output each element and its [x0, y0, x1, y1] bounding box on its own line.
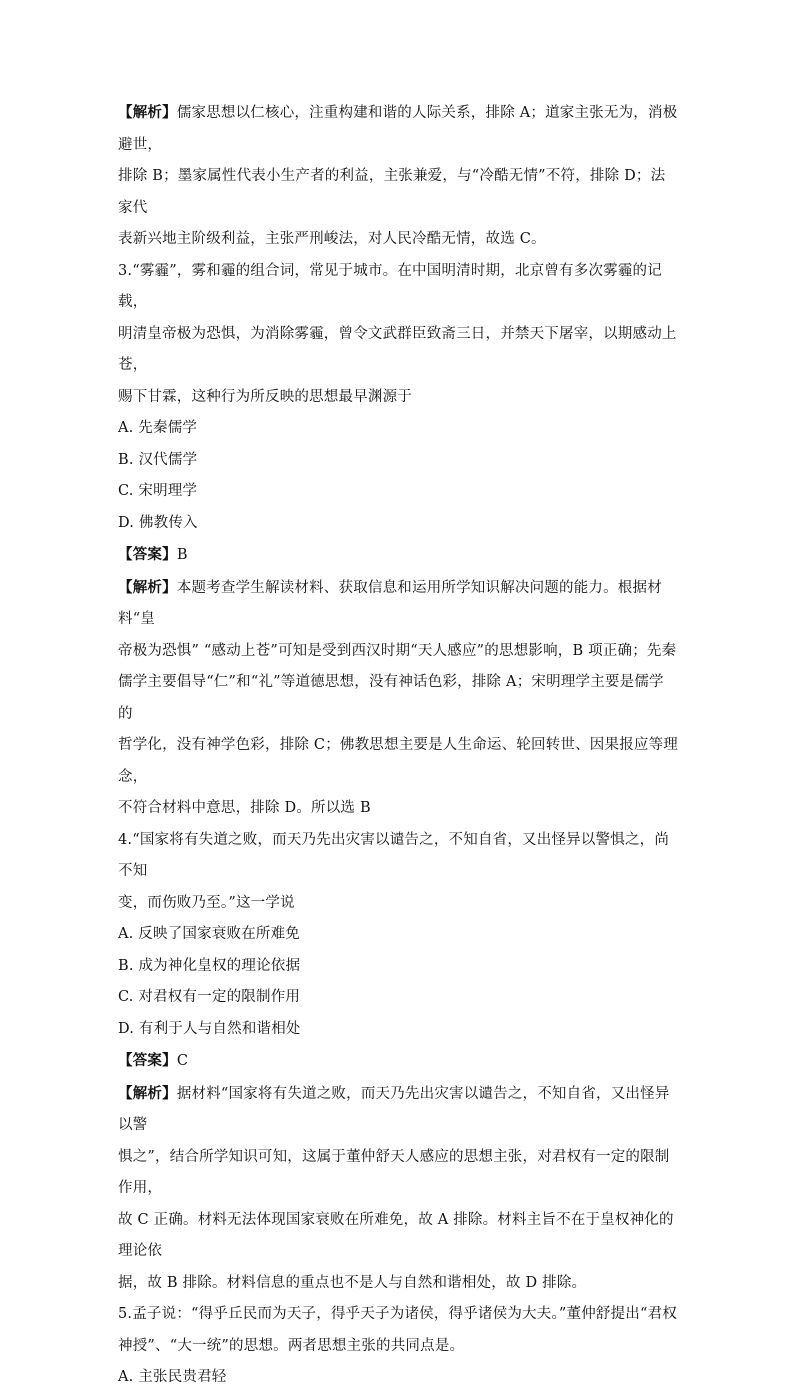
- text-line: [118, 1078, 678, 1142]
- line-text: B. 汉代儒学: [118, 451, 198, 468]
- section-tag: 【解析】: [118, 104, 177, 121]
- text-line: [118, 919, 678, 951]
- line-text: B: [176, 547, 188, 563]
- section-tag: 【答案】: [118, 546, 177, 563]
- text-line: [118, 1045, 678, 1078]
- text-line: [118, 508, 678, 540]
- text-line: [118, 445, 678, 477]
- line-text: 3.“雾霾”，雾和霾的组合词，常见于城市。在中国明清时期，北京曾有多次雾霾的记载，: [118, 262, 662, 310]
- line-text: C: [176, 1053, 189, 1069]
- text-line: [118, 982, 678, 1014]
- line-text: 不符合材料中意思，排除 D。所以选 B: [118, 800, 371, 816]
- line-text: 5.孟子说：“得乎丘民而为天子，得乎天子为诸侯，得乎诸侯为大夫。”董仲舒提出“君权: [118, 1306, 678, 1322]
- text-line: [118, 1142, 678, 1205]
- text-line: [118, 572, 678, 636]
- line-text: 据材料“国家将有失道之败，而天乃先出灾害以谴告之，不知自省，又出怪异以警: [118, 1085, 670, 1133]
- section-tag: 【解析】: [118, 578, 177, 596]
- line-text: 故 C 正确。材料无法体现国家衰败在所难免，故 A 排除。材料主旨不在于皇权神化的理论依: [118, 1211, 674, 1259]
- text-line: [118, 476, 678, 508]
- text-line: [118, 319, 678, 382]
- text-line: [118, 161, 678, 224]
- text-line: [118, 667, 678, 730]
- line-text: A. 主张民贵君轻: [118, 1369, 227, 1385]
- line-text: 儒学主要倡导“仁”和“礼”等道德思想，没有神话色彩，排除 A；宋明理学主要是儒学的: [118, 674, 664, 722]
- line-text: B. 成为神化皇权的理论依据: [118, 957, 301, 974]
- line-text: 儒家思想以仁核心，注重构建和谐的人际关系，排除 A；道家主张无为，消极避世，: [118, 105, 678, 153]
- line-text: 惧之”，结合所学知识可知，这属于董仲舒天人感应的思想主张，对君权有一定的限制作用，: [118, 1148, 670, 1196]
- text-line: [118, 1014, 678, 1046]
- text-line: [118, 382, 678, 414]
- line-text: 明清皇帝极为恐惧，为消除雾霾，曾令文武群臣致斋三日，并禁天下屠宰，以期感动上苍，: [118, 325, 677, 373]
- text-line: [118, 256, 678, 319]
- line-text: 4.“国家将有失道之败，而天乃先出灾害以谴告之，不知自省，又出怪异以警惧之，尚不知: [118, 831, 670, 879]
- section-tag: 【答案】: [118, 1052, 177, 1069]
- text-line: [118, 539, 678, 572]
- line-text: C. 对君权有一定的限制作用: [118, 989, 301, 1005]
- text-line: [118, 97, 678, 161]
- line-text: 赐下甘霖，这种行为所反映的思想最早渊源于: [118, 388, 412, 405]
- line-text: 本题考查学生解读材料、获取信息和运用所学知识解决问题的能力。根据材料“皇: [118, 579, 662, 627]
- line-text: C. 宋明理学: [118, 483, 198, 499]
- line-text: A. 先秦儒学: [118, 420, 198, 436]
- line-text: D. 佛教传入: [118, 514, 198, 531]
- document-body: [118, 97, 678, 1394]
- line-text: 神授”、“大一统”的思想。两者思想主张的共同点是。: [118, 1337, 465, 1354]
- text-line: [118, 888, 678, 920]
- section-tag: 【解析】: [118, 1084, 177, 1102]
- text-line: [118, 1331, 678, 1363]
- line-text: 表新兴地主阶级利益，主张严刑峻法，对人民冷酷无情，故选 C。: [118, 231, 546, 247]
- line-text: 帝极为恐惧” “感动上苍”可知是受到西汉时期“天人感应”的思想影响，B 项正确；先秦: [118, 642, 677, 659]
- text-line: [118, 1299, 678, 1331]
- line-text: 据，故 B 排除。材料信息的重点也不是人与自然和谐相处，故 D 排除。: [118, 1274, 587, 1291]
- line-text: D. 有利于人与自然和谐相处: [118, 1020, 301, 1037]
- text-line: [118, 224, 678, 256]
- text-line: [118, 1205, 678, 1268]
- line-text: 排除 B；墨家属性代表小生产者的利益，主张兼爱，与“冷酷无情”不符，排除 D；法家代: [118, 168, 666, 216]
- line-text: A. 反映了国家衰败在所难免: [118, 926, 300, 942]
- text-line: [118, 636, 678, 668]
- line-text: 哲学化，没有神学色彩，排除 C；佛教思想主要是人生命运、轮回转世、因果报应等理念，: [118, 737, 679, 785]
- text-line: [118, 793, 678, 825]
- text-line: [118, 1362, 678, 1394]
- text-line: [118, 951, 678, 983]
- text-line: [118, 730, 678, 793]
- text-line: [118, 825, 678, 888]
- text-line: [118, 1268, 678, 1300]
- text-line: [118, 413, 678, 445]
- line-text: 变，而伤败乃至。”这一学说: [118, 894, 295, 911]
